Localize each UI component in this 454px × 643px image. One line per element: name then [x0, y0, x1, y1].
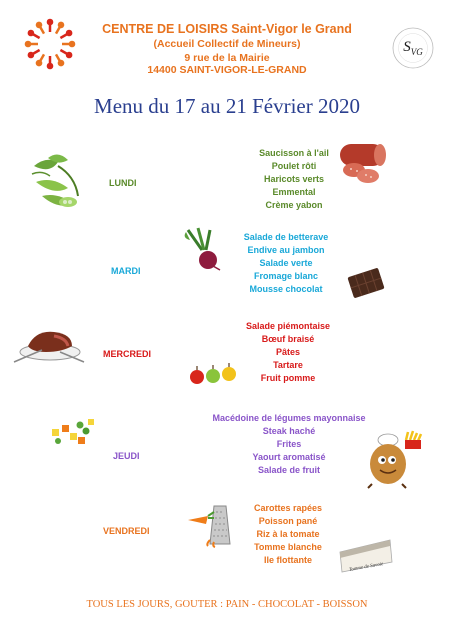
header-center-name: CENTRE DE LOISIRS Saint-Vigor le Grand	[102, 22, 352, 36]
apples-icon	[188, 362, 240, 388]
menu-item: Fromage blanc	[253, 271, 318, 281]
carrot-grater-icon	[184, 500, 242, 548]
diced-vegetables-icon	[48, 415, 98, 447]
header-subtitle: (Accueil Collectif de Mineurs)	[153, 38, 301, 50]
menu-item: Crème yabon	[265, 200, 323, 210]
header-address: 9 rue de la Mairie	[184, 52, 270, 64]
footer-note: TOUS LES JOURS, GOUTER : PAIN - CHOCOLAT - BOISSON	[86, 599, 368, 610]
day-label-vendredi: VENDREDI	[103, 526, 150, 536]
menu-item: Emmental	[272, 187, 316, 197]
svg-text:SVG: $S_{VG}$	[403, 39, 423, 57]
menu-item: Carottes rapées	[253, 503, 323, 513]
menu-item: Frites	[276, 439, 302, 449]
menu-item: Bœuf braisé	[261, 334, 315, 344]
potato-chef-icon	[360, 430, 426, 490]
page-title: Menu du 17 au 21 Février 2020	[94, 94, 360, 118]
beet-icon	[180, 228, 228, 272]
menu-item: Salade de fruit	[257, 465, 320, 475]
menu-item: Salade piémontaise	[245, 321, 331, 331]
cheese-tomme-icon	[336, 536, 396, 580]
menu-item: Steak haché	[262, 426, 316, 436]
menu-item: Haricots verts	[263, 174, 325, 184]
svg-text:Tomme de Savoie: Tomme de Savoie	[348, 561, 384, 573]
menu-item: Pâtes	[275, 347, 301, 357]
menu-item: Tomme blanche	[254, 542, 322, 552]
chocolate-icon	[346, 266, 386, 300]
sausage-icon	[334, 136, 390, 188]
menu-item: Tartare	[273, 360, 303, 370]
menu-item: Poulet rôti	[271, 161, 317, 171]
day-label-mercredi: MERCREDI	[103, 349, 152, 359]
header-postcode-city: 14400 SAINT-VIGOR-LE-GRAND	[147, 64, 307, 76]
menu-list-jeudi	[189, 412, 389, 477]
menu-item: Endive au jambon	[247, 245, 325, 255]
menu-item: Yaourt aromatisé	[252, 452, 326, 462]
menu-item: Ile flottante	[263, 555, 312, 565]
menu-item: Saucisson à l'ail	[259, 148, 329, 158]
day-label-lundi: LUNDI	[109, 178, 137, 188]
menu-item: Macédoine de légumes mayonnaise	[212, 413, 366, 423]
menu-item: Poisson pané	[258, 516, 318, 526]
menu-item: Riz à la tomate	[256, 529, 320, 539]
day-label-mardi: MARDI	[111, 266, 141, 276]
menu-item: Salade de betterave	[243, 232, 329, 242]
roast-icon	[12, 322, 86, 366]
menu-item: Fruit pomme	[260, 373, 316, 383]
day-label-jeudi: JEUDI	[113, 451, 140, 461]
beans-icon	[28, 152, 86, 214]
menu-item: Mousse chocolat	[249, 284, 323, 294]
menu-item: Salade verte	[259, 258, 313, 268]
